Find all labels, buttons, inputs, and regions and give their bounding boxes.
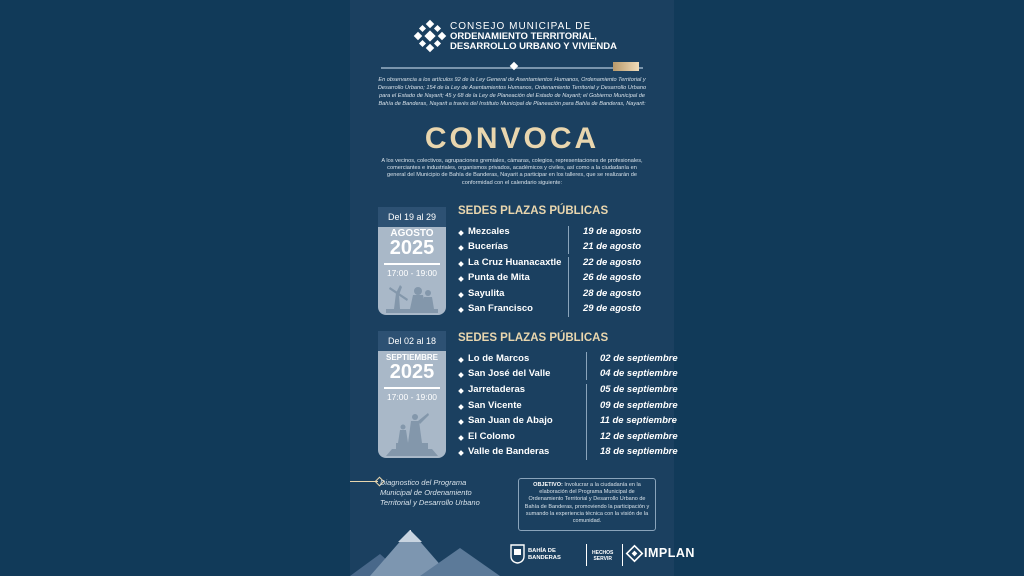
list-item bbox=[458, 415, 677, 430]
bullet-diamond-icon bbox=[458, 450, 464, 456]
date-range: Del 19 al 29 bbox=[378, 207, 446, 227]
bullet-diamond-icon bbox=[458, 230, 464, 236]
section-heading-august: SEDES PLAZAS PÚBLICAS bbox=[458, 205, 609, 217]
list-item bbox=[458, 400, 678, 415]
footer-logos bbox=[506, 540, 695, 574]
venue-name: Valle de Banderas bbox=[468, 446, 550, 457]
bullet-diamond-icon bbox=[458, 245, 464, 251]
header-line-2: ORDENAMIENTO TERRITORIAL, bbox=[450, 31, 597, 42]
list-item bbox=[458, 368, 678, 383]
venue-name: Mezcales bbox=[468, 226, 510, 237]
list-item bbox=[458, 384, 678, 399]
objective-box bbox=[518, 478, 656, 531]
divider-gold-accent bbox=[613, 62, 639, 71]
venue-date: 21 de agosto bbox=[583, 241, 642, 252]
hechos-logo-line-1: HECHOS bbox=[592, 550, 614, 556]
list-item bbox=[458, 288, 658, 303]
objective-label: OBJETIVO: bbox=[533, 482, 563, 488]
bullet-diamond-icon bbox=[458, 419, 464, 425]
bullet-diamond-icon bbox=[458, 404, 464, 410]
date-card-august bbox=[378, 207, 446, 315]
month-label: AGOSTO bbox=[390, 228, 434, 239]
venue-date: 12 de septiembre bbox=[600, 431, 678, 442]
bullet-diamond-icon bbox=[458, 388, 464, 394]
year-label: 2025 bbox=[389, 361, 435, 383]
list-item bbox=[458, 353, 678, 368]
month-label: SEPTIEMBRE bbox=[385, 353, 438, 362]
venue-date: 19 de agosto bbox=[583, 226, 642, 237]
list-item bbox=[458, 431, 678, 446]
venue-date: 18 de septiembre bbox=[600, 446, 678, 457]
venue-name: Sayulita bbox=[468, 288, 505, 299]
card-divider bbox=[384, 263, 440, 265]
bullet-diamond-icon bbox=[458, 292, 464, 298]
venue-name: La Cruz Huanacaxtle bbox=[468, 257, 562, 268]
venue-name: Jarretaderas bbox=[468, 384, 526, 395]
venue-date: 26 de agosto bbox=[583, 272, 642, 283]
venue-date: 28 de agosto bbox=[583, 288, 642, 299]
bullet-diamond-icon bbox=[458, 276, 464, 282]
header-line-3: DESARROLLO URBANO Y VIVIENDA bbox=[450, 41, 617, 52]
invitation-paragraph: A los vecinos, colectivos, agrupaciones gremiales, cámaras, colegios, representaciones de profesionales, comerciantes e industriales, organismos privados, académicos y civiles, así como a la ciudadanía en general del Municipio de Bahía de Banderas, Nayarit a participar en los talleres, que se realizarán de conformidad con el calendario siguiente: bbox=[381, 158, 643, 186]
venue-date: 29 de agosto bbox=[583, 303, 642, 314]
statue-silhouette-icon bbox=[386, 281, 438, 313]
objective-body: Involucrar a la ciudadanía en la elaboración del Programa Municipal de Ordenamiento Territorial y Desarrollo Urbano de Bahía de Banderas, promoviendo la participación y sumando la experiencia técnica con la visión de la comunidad. bbox=[524, 482, 650, 525]
bahia-logo bbox=[528, 548, 561, 562]
header bbox=[414, 20, 674, 54]
venue-name: Punta de Mita bbox=[468, 272, 530, 283]
venue-name: San Juan de Abajo bbox=[468, 415, 553, 426]
hechos-logo-line-2: SERVIR bbox=[593, 556, 612, 562]
date-card-september bbox=[378, 331, 446, 458]
bahia-logo-line-2: BANDERAS bbox=[528, 555, 561, 561]
venue-date: 22 de agosto bbox=[583, 257, 642, 268]
objective-text bbox=[523, 482, 651, 525]
hechos-logo bbox=[592, 550, 613, 562]
year-label: 2025 bbox=[389, 237, 435, 259]
venue-date: 09 de septiembre bbox=[600, 400, 678, 411]
left-margin bbox=[0, 0, 350, 576]
bullet-diamond-icon bbox=[458, 357, 464, 363]
diagnostic-text: Diagnostico del Programa Municipal de Ordenamiento Territorial y Desarrollo Urbano bbox=[380, 478, 480, 507]
implan-logo: IMPLAN bbox=[644, 546, 695, 560]
venue-date: 04 de septiembre bbox=[600, 368, 678, 379]
list-item bbox=[458, 272, 658, 287]
venue-name: Bucerías bbox=[468, 241, 509, 252]
section-heading-september: SEDES PLAZAS PÚBLICAS bbox=[458, 332, 609, 344]
time-label: 17:00 - 19:00 bbox=[386, 268, 438, 278]
intro-text: En observancia a los artículos 92 de la Ley General de Asentamientos Humanos, Ordenamiento Territorial y Desarrollo Urbano; 154 de la Ley de Asentamientos Humanos, Ordenamiento Territorial y Desarrollo Urbano para el Estado de Nayarit; 45 y 68 de la Ley de Planeación del Estado de Nayarit; el Gobierno Municipal de Bahía de Banderas, Nayarit a través del Instituto Municipal de Planeación para Bahía de Banderas, Nayarit: bbox=[377, 77, 647, 107]
header-line-1: CONSEJO MUNICIPAL DE bbox=[450, 21, 592, 32]
list-item bbox=[458, 303, 658, 318]
venue-name: San Vicente bbox=[468, 400, 522, 411]
card-divider bbox=[384, 387, 440, 389]
list-item bbox=[458, 446, 678, 461]
date-range: Del 02 al 18 bbox=[378, 331, 446, 351]
bullet-diamond-icon bbox=[458, 307, 464, 313]
bullet-diamond-icon bbox=[458, 261, 464, 267]
venue-date: 11 de septiembre bbox=[600, 415, 677, 426]
right-margin bbox=[674, 0, 1024, 576]
logo-divider bbox=[586, 544, 587, 566]
bullet-diamond-icon bbox=[458, 372, 464, 378]
venue-name: Lo de Marcos bbox=[468, 353, 530, 364]
venue-date: 02 de septiembre bbox=[600, 353, 678, 364]
poster bbox=[350, 0, 695, 576]
page-title: CONVOCA bbox=[424, 122, 600, 155]
mountains-decoration bbox=[350, 520, 510, 576]
council-logo-icon bbox=[414, 20, 446, 52]
logo-divider bbox=[622, 544, 623, 566]
venue-name: San Francisco bbox=[468, 303, 533, 314]
list-item bbox=[458, 257, 658, 272]
venue-date: 05 de septiembre bbox=[600, 384, 678, 395]
list-item bbox=[458, 241, 658, 256]
bahia-logo-line-1: BAHÍA DE bbox=[528, 548, 556, 554]
time-label: 17:00 - 19:00 bbox=[386, 392, 438, 402]
venue-name: San José del Valle bbox=[468, 368, 551, 379]
bullet-diamond-icon bbox=[458, 435, 464, 441]
monument-silhouette-icon bbox=[386, 411, 438, 456]
implan-logo-icon bbox=[627, 546, 642, 561]
municipal-shield-icon bbox=[510, 544, 525, 564]
venue-name: El Colomo bbox=[468, 431, 515, 442]
list-item bbox=[458, 226, 658, 241]
